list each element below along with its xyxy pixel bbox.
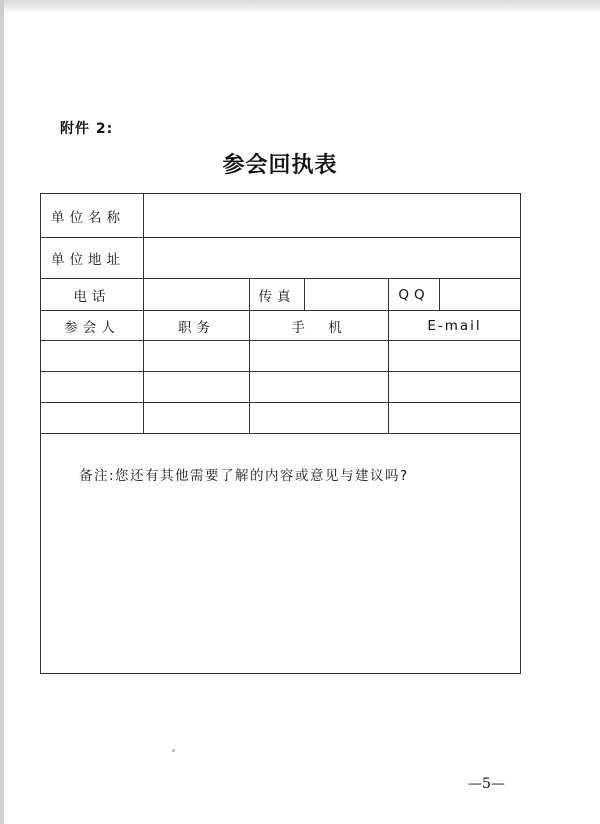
phone-field[interactable] <box>144 279 250 311</box>
attendee-mobile-cell[interactable] <box>250 403 389 434</box>
unit-name-field[interactable] <box>144 194 521 238</box>
fax-label: 传真 <box>250 279 305 311</box>
paper-scan-edge <box>0 0 600 14</box>
receipt-form-table <box>40 193 521 674</box>
row-attendee-headers <box>41 311 521 341</box>
attendee-name-cell[interactable] <box>41 403 144 434</box>
header-mobile: 手 机 <box>250 311 389 341</box>
fax-field[interactable] <box>305 279 389 311</box>
scan-speck <box>172 749 175 752</box>
row-unit-address <box>41 238 521 279</box>
attendee-position-cell[interactable] <box>144 372 250 403</box>
annex-label: 附件 2: <box>60 121 114 137</box>
header-position: 职务 <box>144 311 250 341</box>
row-contact <box>41 279 521 311</box>
attendee-name-cell[interactable] <box>41 372 144 403</box>
form-title: 参会回执表 <box>222 153 338 178</box>
unit-address-field[interactable] <box>144 238 521 279</box>
attendee-position-cell[interactable] <box>144 341 250 372</box>
page-number: —5— <box>468 776 505 792</box>
attendee-row <box>41 341 521 372</box>
header-email: E-mail <box>389 311 521 341</box>
remarks-cell[interactable] <box>41 434 521 674</box>
attendee-mobile-cell[interactable] <box>250 341 389 372</box>
attendee-name-cell[interactable] <box>41 341 144 372</box>
paper-scan-edge-left <box>0 0 4 824</box>
row-unit-name <box>41 194 521 238</box>
qq-field[interactable] <box>440 279 521 311</box>
qq-label: QQ <box>389 279 440 311</box>
row-remarks <box>41 434 521 674</box>
header-attendee: 参会人 <box>41 311 144 341</box>
attendee-position-cell[interactable] <box>144 403 250 434</box>
remarks-prompt: 备注:您还有其他需要了解的内容或意见与建议吗? <box>79 468 409 484</box>
attendee-row <box>41 372 521 403</box>
unit-name-label: 单位名称 <box>41 194 144 238</box>
attendee-mobile-cell[interactable] <box>250 372 389 403</box>
attendee-email-cell[interactable] <box>389 341 521 372</box>
unit-address-label: 单位地址 <box>41 238 144 279</box>
attendee-row <box>41 403 521 434</box>
attendee-email-cell[interactable] <box>389 372 521 403</box>
phone-label: 电话 <box>41 279 144 311</box>
attendee-email-cell[interactable] <box>389 403 521 434</box>
